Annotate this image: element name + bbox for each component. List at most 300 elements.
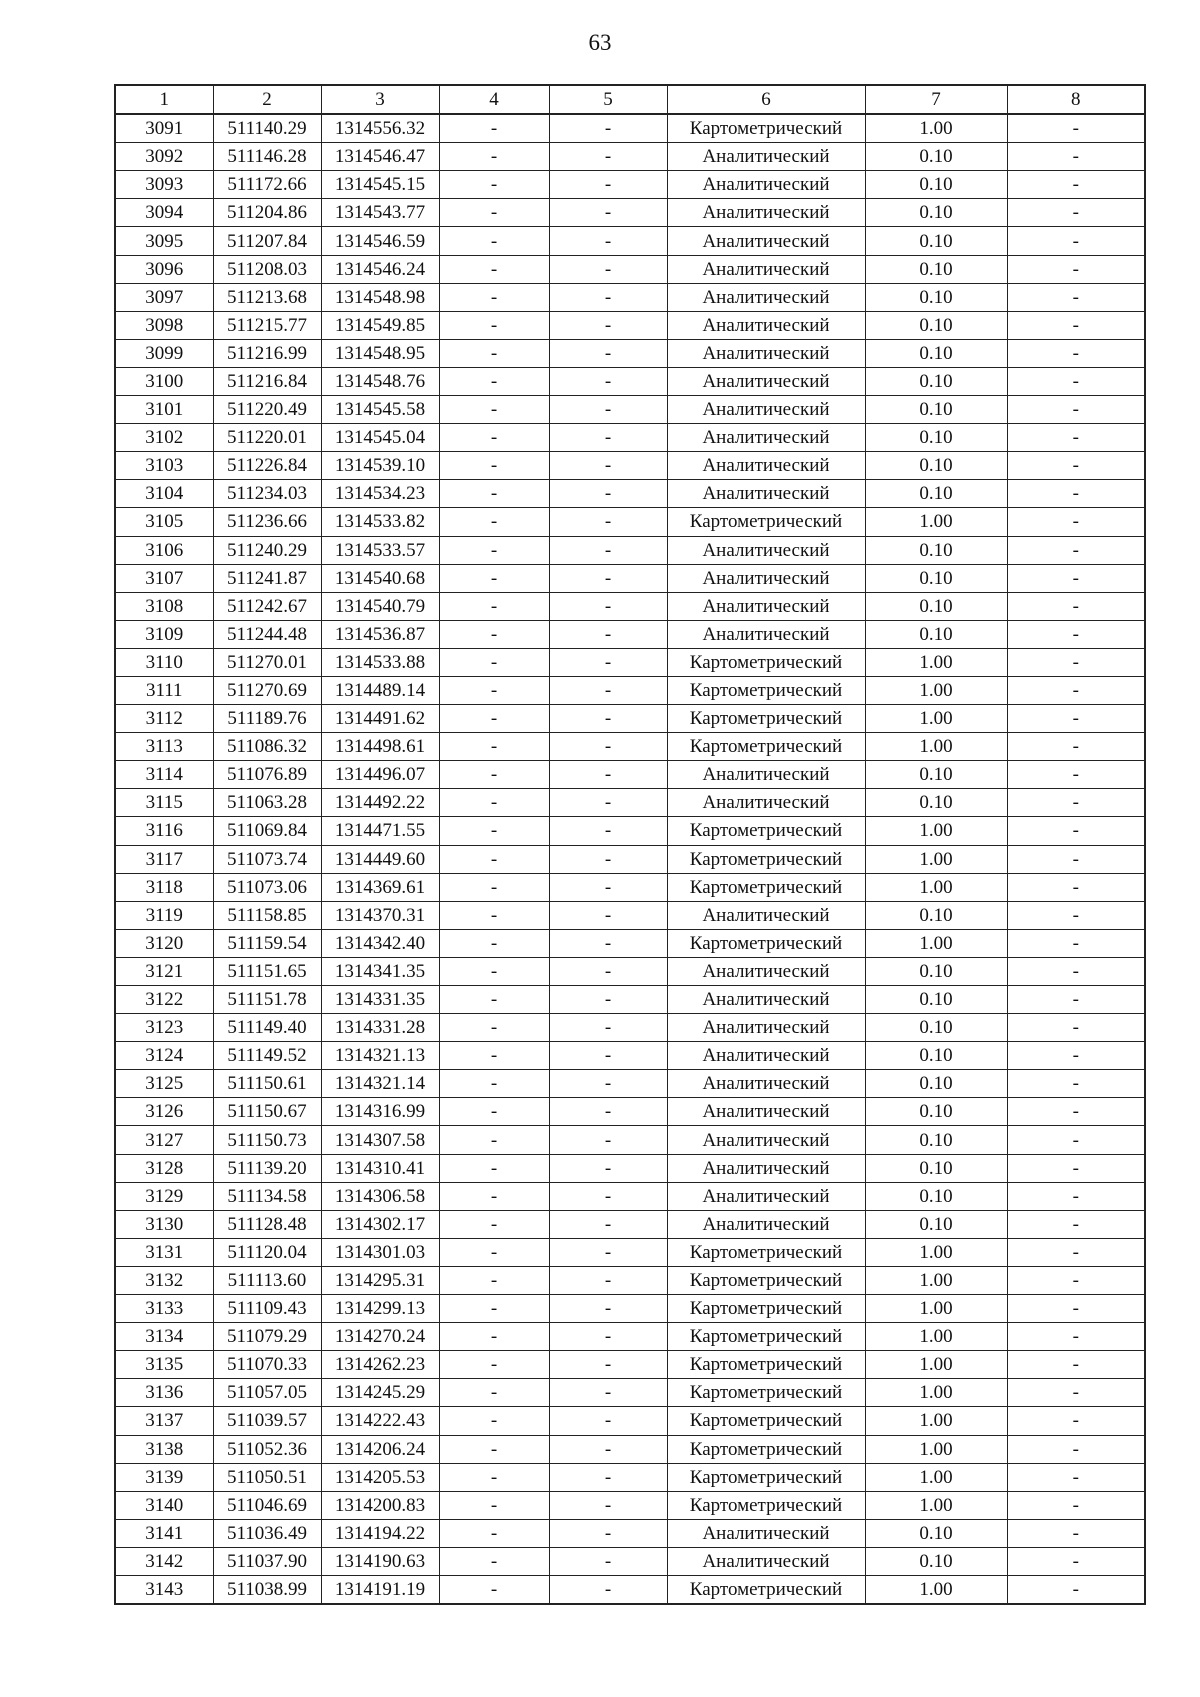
- method-cell: Аналитический: [667, 1014, 865, 1042]
- method-cell: Картометрический: [667, 1435, 865, 1463]
- y-coordinate-cell: 1314321.14: [321, 1070, 439, 1098]
- table-row: [115, 255, 1145, 283]
- point-number-cell: 3143: [115, 1575, 213, 1604]
- table-row: [115, 789, 1145, 817]
- point-number-cell: 3106: [115, 536, 213, 564]
- col8-cell: -: [1007, 114, 1145, 143]
- x-coordinate-cell: 511063.28: [213, 789, 321, 817]
- method-cell: Картометрический: [667, 1575, 865, 1604]
- col4-cell: -: [439, 901, 549, 929]
- accuracy-cell: 0.10: [865, 1182, 1007, 1210]
- y-coordinate-cell: 1314245.29: [321, 1379, 439, 1407]
- col5-cell: -: [549, 1435, 667, 1463]
- accuracy-cell: 0.10: [865, 283, 1007, 311]
- y-coordinate-cell: 1314545.58: [321, 396, 439, 424]
- table-row: [115, 1126, 1145, 1154]
- table-row: [115, 620, 1145, 648]
- method-cell: Картометрический: [667, 1323, 865, 1351]
- accuracy-cell: 1.00: [865, 114, 1007, 143]
- table-row: [115, 845, 1145, 873]
- column-header: 5: [549, 85, 667, 114]
- method-cell: Аналитический: [667, 480, 865, 508]
- point-number-cell: 3091: [115, 114, 213, 143]
- table-row: [115, 957, 1145, 985]
- x-coordinate-cell: 511079.29: [213, 1323, 321, 1351]
- table-row: [115, 986, 1145, 1014]
- x-coordinate-cell: 511150.67: [213, 1098, 321, 1126]
- point-number-cell: 3129: [115, 1182, 213, 1210]
- point-number-cell: 3119: [115, 901, 213, 929]
- x-coordinate-cell: 511242.67: [213, 592, 321, 620]
- method-cell: Аналитический: [667, 171, 865, 199]
- point-number-cell: 3095: [115, 227, 213, 255]
- col8-cell: -: [1007, 986, 1145, 1014]
- col8-cell: -: [1007, 367, 1145, 395]
- y-coordinate-cell: 1314194.22: [321, 1519, 439, 1547]
- y-coordinate-cell: 1314548.98: [321, 283, 439, 311]
- method-cell: Аналитический: [667, 1519, 865, 1547]
- col5-cell: -: [549, 1266, 667, 1294]
- x-coordinate-cell: 511150.61: [213, 1070, 321, 1098]
- col5-cell: -: [549, 480, 667, 508]
- table-row: [115, 143, 1145, 171]
- col8-cell: -: [1007, 1519, 1145, 1547]
- table-row: [115, 508, 1145, 536]
- y-coordinate-cell: 1314546.47: [321, 143, 439, 171]
- x-coordinate-cell: 511039.57: [213, 1407, 321, 1435]
- x-coordinate-cell: 511052.36: [213, 1435, 321, 1463]
- point-number-cell: 3093: [115, 171, 213, 199]
- method-cell: Картометрический: [667, 114, 865, 143]
- accuracy-cell: 0.10: [865, 1154, 1007, 1182]
- x-coordinate-cell: 511139.20: [213, 1154, 321, 1182]
- accuracy-cell: 0.10: [865, 227, 1007, 255]
- table-row: [115, 761, 1145, 789]
- accuracy-cell: 1.00: [865, 1463, 1007, 1491]
- point-number-cell: 3125: [115, 1070, 213, 1098]
- col4-cell: -: [439, 1098, 549, 1126]
- table-row: [115, 1323, 1145, 1351]
- point-number-cell: 3098: [115, 311, 213, 339]
- point-number-cell: 3137: [115, 1407, 213, 1435]
- point-number-cell: 3096: [115, 255, 213, 283]
- col4-cell: -: [439, 1070, 549, 1098]
- table-row: [115, 1070, 1145, 1098]
- y-coordinate-cell: 1314546.59: [321, 227, 439, 255]
- table-row: [115, 171, 1145, 199]
- point-number-cell: 3108: [115, 592, 213, 620]
- method-cell: Аналитический: [667, 1126, 865, 1154]
- accuracy-cell: 1.00: [865, 1379, 1007, 1407]
- method-cell: Картометрический: [667, 733, 865, 761]
- y-coordinate-cell: 1314307.58: [321, 1126, 439, 1154]
- y-coordinate-cell: 1314546.24: [321, 255, 439, 283]
- accuracy-cell: 0.10: [865, 199, 1007, 227]
- col5-cell: -: [549, 255, 667, 283]
- point-number-cell: 3112: [115, 705, 213, 733]
- table-row: [115, 199, 1145, 227]
- col5-cell: -: [549, 1519, 667, 1547]
- table-row: [115, 1491, 1145, 1519]
- accuracy-cell: 0.10: [865, 1070, 1007, 1098]
- x-coordinate-cell: 511134.58: [213, 1182, 321, 1210]
- accuracy-cell: 0.10: [865, 761, 1007, 789]
- col4-cell: -: [439, 1126, 549, 1154]
- page-number: 63: [588, 30, 612, 55]
- point-number-cell: 3141: [115, 1519, 213, 1547]
- point-number-cell: 3110: [115, 648, 213, 676]
- accuracy-cell: 1.00: [865, 1238, 1007, 1266]
- table-row: [115, 1379, 1145, 1407]
- col5-cell: -: [549, 986, 667, 1014]
- y-coordinate-cell: 1314306.58: [321, 1182, 439, 1210]
- x-coordinate-cell: 511037.90: [213, 1547, 321, 1575]
- column-header: 3: [321, 85, 439, 114]
- table-row: [115, 114, 1145, 143]
- y-coordinate-cell: 1314301.03: [321, 1238, 439, 1266]
- point-number-cell: 3107: [115, 564, 213, 592]
- point-number-cell: 3133: [115, 1295, 213, 1323]
- x-coordinate-cell: 511240.29: [213, 536, 321, 564]
- method-cell: Аналитический: [667, 396, 865, 424]
- point-number-cell: 3142: [115, 1547, 213, 1575]
- col4-cell: -: [439, 1379, 549, 1407]
- col5-cell: -: [549, 957, 667, 985]
- accuracy-cell: 1.00: [865, 508, 1007, 536]
- col4-cell: -: [439, 1351, 549, 1379]
- x-coordinate-cell: 511069.84: [213, 817, 321, 845]
- y-coordinate-cell: 1314543.77: [321, 199, 439, 227]
- point-number-cell: 3140: [115, 1491, 213, 1519]
- y-coordinate-cell: 1314449.60: [321, 845, 439, 873]
- table-row: [115, 733, 1145, 761]
- col8-cell: -: [1007, 592, 1145, 620]
- col5-cell: -: [549, 114, 667, 143]
- method-cell: Аналитический: [667, 1210, 865, 1238]
- accuracy-cell: 0.10: [865, 957, 1007, 985]
- point-number-cell: 3122: [115, 986, 213, 1014]
- x-coordinate-cell: 511151.78: [213, 986, 321, 1014]
- method-cell: Аналитический: [667, 1070, 865, 1098]
- col4-cell: -: [439, 1435, 549, 1463]
- x-coordinate-cell: 511216.84: [213, 367, 321, 395]
- col4-cell: -: [439, 929, 549, 957]
- col4-cell: -: [439, 1519, 549, 1547]
- y-coordinate-cell: 1314262.23: [321, 1351, 439, 1379]
- column-header: 2: [213, 85, 321, 114]
- col5-cell: -: [549, 705, 667, 733]
- accuracy-cell: 0.10: [865, 536, 1007, 564]
- table-row: [115, 452, 1145, 480]
- table-row: [115, 705, 1145, 733]
- x-coordinate-cell: 511244.48: [213, 620, 321, 648]
- accuracy-cell: 0.10: [865, 452, 1007, 480]
- col4-cell: -: [439, 508, 549, 536]
- col4-cell: -: [439, 873, 549, 901]
- table-row: [115, 536, 1145, 564]
- method-cell: Аналитический: [667, 592, 865, 620]
- accuracy-cell: 1.00: [865, 1491, 1007, 1519]
- col8-cell: -: [1007, 143, 1145, 171]
- col5-cell: -: [549, 1070, 667, 1098]
- table-row: [115, 1042, 1145, 1070]
- accuracy-cell: 0.10: [865, 480, 1007, 508]
- point-number-cell: 3139: [115, 1463, 213, 1491]
- method-cell: Картометрический: [667, 1351, 865, 1379]
- accuracy-cell: 0.10: [865, 620, 1007, 648]
- col5-cell: -: [549, 1126, 667, 1154]
- y-coordinate-cell: 1314539.10: [321, 452, 439, 480]
- point-number-cell: 3135: [115, 1351, 213, 1379]
- col8-cell: -: [1007, 1266, 1145, 1294]
- method-cell: Аналитический: [667, 452, 865, 480]
- col4-cell: -: [439, 396, 549, 424]
- accuracy-cell: 0.10: [865, 564, 1007, 592]
- x-coordinate-cell: 511120.04: [213, 1238, 321, 1266]
- col4-cell: -: [439, 227, 549, 255]
- col5-cell: -: [549, 873, 667, 901]
- col8-cell: -: [1007, 789, 1145, 817]
- point-number-cell: 3127: [115, 1126, 213, 1154]
- point-number-cell: 3131: [115, 1238, 213, 1266]
- col4-cell: -: [439, 1323, 549, 1351]
- col4-cell: -: [439, 1210, 549, 1238]
- method-cell: Картометрический: [667, 676, 865, 704]
- method-cell: Картометрический: [667, 648, 865, 676]
- col8-cell: -: [1007, 255, 1145, 283]
- y-coordinate-cell: 1314331.28: [321, 1014, 439, 1042]
- method-cell: Аналитический: [667, 1154, 865, 1182]
- col8-cell: -: [1007, 339, 1145, 367]
- col4-cell: -: [439, 1266, 549, 1294]
- point-number-cell: 3123: [115, 1014, 213, 1042]
- method-cell: Аналитический: [667, 1182, 865, 1210]
- col5-cell: -: [549, 620, 667, 648]
- accuracy-cell: 0.10: [865, 1098, 1007, 1126]
- col5-cell: -: [549, 761, 667, 789]
- col5-cell: -: [549, 1295, 667, 1323]
- table-row: [115, 311, 1145, 339]
- method-cell: Аналитический: [667, 143, 865, 171]
- point-number-cell: 3104: [115, 480, 213, 508]
- y-coordinate-cell: 1314206.24: [321, 1435, 439, 1463]
- y-coordinate-cell: 1314310.41: [321, 1154, 439, 1182]
- method-cell: Аналитический: [667, 957, 865, 985]
- col4-cell: -: [439, 1491, 549, 1519]
- accuracy-cell: 0.10: [865, 339, 1007, 367]
- col8-cell: -: [1007, 733, 1145, 761]
- point-number-cell: 3099: [115, 339, 213, 367]
- accuracy-cell: 0.10: [865, 396, 1007, 424]
- col4-cell: -: [439, 592, 549, 620]
- table-row: [115, 424, 1145, 452]
- col4-cell: -: [439, 1407, 549, 1435]
- x-coordinate-cell: 511172.66: [213, 171, 321, 199]
- table-row: [115, 1154, 1145, 1182]
- col8-cell: -: [1007, 452, 1145, 480]
- method-cell: Аналитический: [667, 283, 865, 311]
- col4-cell: -: [439, 452, 549, 480]
- y-coordinate-cell: 1314302.17: [321, 1210, 439, 1238]
- table-row: [115, 901, 1145, 929]
- accuracy-cell: 1.00: [865, 676, 1007, 704]
- method-cell: Аналитический: [667, 311, 865, 339]
- col4-cell: -: [439, 1575, 549, 1604]
- table-row: [115, 929, 1145, 957]
- col8-cell: -: [1007, 817, 1145, 845]
- col8-cell: -: [1007, 1210, 1145, 1238]
- y-coordinate-cell: 1314548.95: [321, 339, 439, 367]
- col4-cell: -: [439, 957, 549, 985]
- method-cell: Картометрический: [667, 1238, 865, 1266]
- col8-cell: -: [1007, 1154, 1145, 1182]
- col5-cell: -: [549, 929, 667, 957]
- method-cell: Картометрический: [667, 1379, 865, 1407]
- col8-cell: -: [1007, 480, 1145, 508]
- col8-cell: -: [1007, 311, 1145, 339]
- table-row: [115, 1238, 1145, 1266]
- accuracy-cell: 0.10: [865, 1042, 1007, 1070]
- y-coordinate-cell: 1314533.88: [321, 648, 439, 676]
- x-coordinate-cell: 511109.43: [213, 1295, 321, 1323]
- col8-cell: -: [1007, 1295, 1145, 1323]
- accuracy-cell: 1.00: [865, 1575, 1007, 1604]
- col8-cell: -: [1007, 1575, 1145, 1604]
- col8-cell: -: [1007, 1182, 1145, 1210]
- x-coordinate-cell: 511076.89: [213, 761, 321, 789]
- y-coordinate-cell: 1314540.68: [321, 564, 439, 592]
- x-coordinate-cell: 511070.33: [213, 1351, 321, 1379]
- x-coordinate-cell: 511073.74: [213, 845, 321, 873]
- x-coordinate-cell: 511149.40: [213, 1014, 321, 1042]
- col5-cell: -: [549, 592, 667, 620]
- col8-cell: -: [1007, 1098, 1145, 1126]
- method-cell: Картометрический: [667, 1295, 865, 1323]
- method-cell: Картометрический: [667, 1491, 865, 1519]
- col4-cell: -: [439, 817, 549, 845]
- col4-cell: -: [439, 845, 549, 873]
- col4-cell: -: [439, 1238, 549, 1266]
- point-number-cell: 3114: [115, 761, 213, 789]
- table-row: [115, 1266, 1145, 1294]
- col4-cell: -: [439, 789, 549, 817]
- x-coordinate-cell: 511220.49: [213, 396, 321, 424]
- x-coordinate-cell: 511213.68: [213, 283, 321, 311]
- method-cell: Аналитический: [667, 255, 865, 283]
- x-coordinate-cell: 511236.66: [213, 508, 321, 536]
- header-row: [115, 85, 1145, 114]
- point-number-cell: 3134: [115, 1323, 213, 1351]
- col5-cell: -: [549, 143, 667, 171]
- col4-cell: -: [439, 676, 549, 704]
- col4-cell: -: [439, 480, 549, 508]
- point-number-cell: 3109: [115, 620, 213, 648]
- method-cell: Картометрический: [667, 1463, 865, 1491]
- method-cell: Аналитический: [667, 227, 865, 255]
- table-row: [115, 1210, 1145, 1238]
- point-number-cell: 3094: [115, 199, 213, 227]
- x-coordinate-cell: 511038.99: [213, 1575, 321, 1604]
- method-cell: Аналитический: [667, 761, 865, 789]
- col5-cell: -: [549, 536, 667, 564]
- col5-cell: -: [549, 339, 667, 367]
- point-number-cell: 3130: [115, 1210, 213, 1238]
- col8-cell: -: [1007, 424, 1145, 452]
- x-coordinate-cell: 511226.84: [213, 452, 321, 480]
- x-coordinate-cell: 511220.01: [213, 424, 321, 452]
- col8-cell: -: [1007, 1014, 1145, 1042]
- col8-cell: -: [1007, 761, 1145, 789]
- y-coordinate-cell: 1314533.82: [321, 508, 439, 536]
- method-cell: Аналитический: [667, 564, 865, 592]
- column-header: 6: [667, 85, 865, 114]
- col5-cell: -: [549, 1351, 667, 1379]
- col5-cell: -: [549, 1575, 667, 1604]
- x-coordinate-cell: 511159.54: [213, 929, 321, 957]
- col8-cell: -: [1007, 620, 1145, 648]
- y-coordinate-cell: 1314492.22: [321, 789, 439, 817]
- x-coordinate-cell: 511050.51: [213, 1463, 321, 1491]
- method-cell: Аналитический: [667, 1098, 865, 1126]
- col4-cell: -: [439, 564, 549, 592]
- y-coordinate-cell: 1314548.76: [321, 367, 439, 395]
- y-coordinate-cell: 1314556.32: [321, 114, 439, 143]
- x-coordinate-cell: 511234.03: [213, 480, 321, 508]
- accuracy-cell: 0.10: [865, 171, 1007, 199]
- col5-cell: -: [549, 227, 667, 255]
- y-coordinate-cell: 1314471.55: [321, 817, 439, 845]
- method-cell: Аналитический: [667, 339, 865, 367]
- col5-cell: -: [549, 396, 667, 424]
- y-coordinate-cell: 1314489.14: [321, 676, 439, 704]
- col8-cell: -: [1007, 705, 1145, 733]
- x-coordinate-cell: 511158.85: [213, 901, 321, 929]
- accuracy-cell: 1.00: [865, 705, 1007, 733]
- accuracy-cell: 1.00: [865, 648, 1007, 676]
- point-number-cell: 3100: [115, 367, 213, 395]
- col5-cell: -: [549, 1491, 667, 1519]
- accuracy-cell: 0.10: [865, 789, 1007, 817]
- col4-cell: -: [439, 171, 549, 199]
- y-coordinate-cell: 1314342.40: [321, 929, 439, 957]
- method-cell: Картометрический: [667, 1266, 865, 1294]
- col5-cell: -: [549, 1407, 667, 1435]
- col5-cell: -: [549, 1238, 667, 1266]
- y-coordinate-cell: 1314534.23: [321, 480, 439, 508]
- column-header: 1: [115, 85, 213, 114]
- col5-cell: -: [549, 733, 667, 761]
- point-number-cell: 3120: [115, 929, 213, 957]
- accuracy-cell: 0.10: [865, 1126, 1007, 1154]
- col8-cell: -: [1007, 1463, 1145, 1491]
- point-number-cell: 3126: [115, 1098, 213, 1126]
- col5-cell: -: [549, 1154, 667, 1182]
- accuracy-cell: 0.10: [865, 367, 1007, 395]
- col8-cell: -: [1007, 676, 1145, 704]
- method-cell: Картометрический: [667, 845, 865, 873]
- table-row: [115, 339, 1145, 367]
- col8-cell: -: [1007, 1491, 1145, 1519]
- accuracy-cell: 1.00: [865, 1351, 1007, 1379]
- col8-cell: -: [1007, 957, 1145, 985]
- y-coordinate-cell: 1314540.79: [321, 592, 439, 620]
- col5-cell: -: [549, 171, 667, 199]
- col8-cell: -: [1007, 1547, 1145, 1575]
- col5-cell: -: [549, 367, 667, 395]
- method-cell: Картометрический: [667, 929, 865, 957]
- col8-cell: -: [1007, 845, 1145, 873]
- column-header: 7: [865, 85, 1007, 114]
